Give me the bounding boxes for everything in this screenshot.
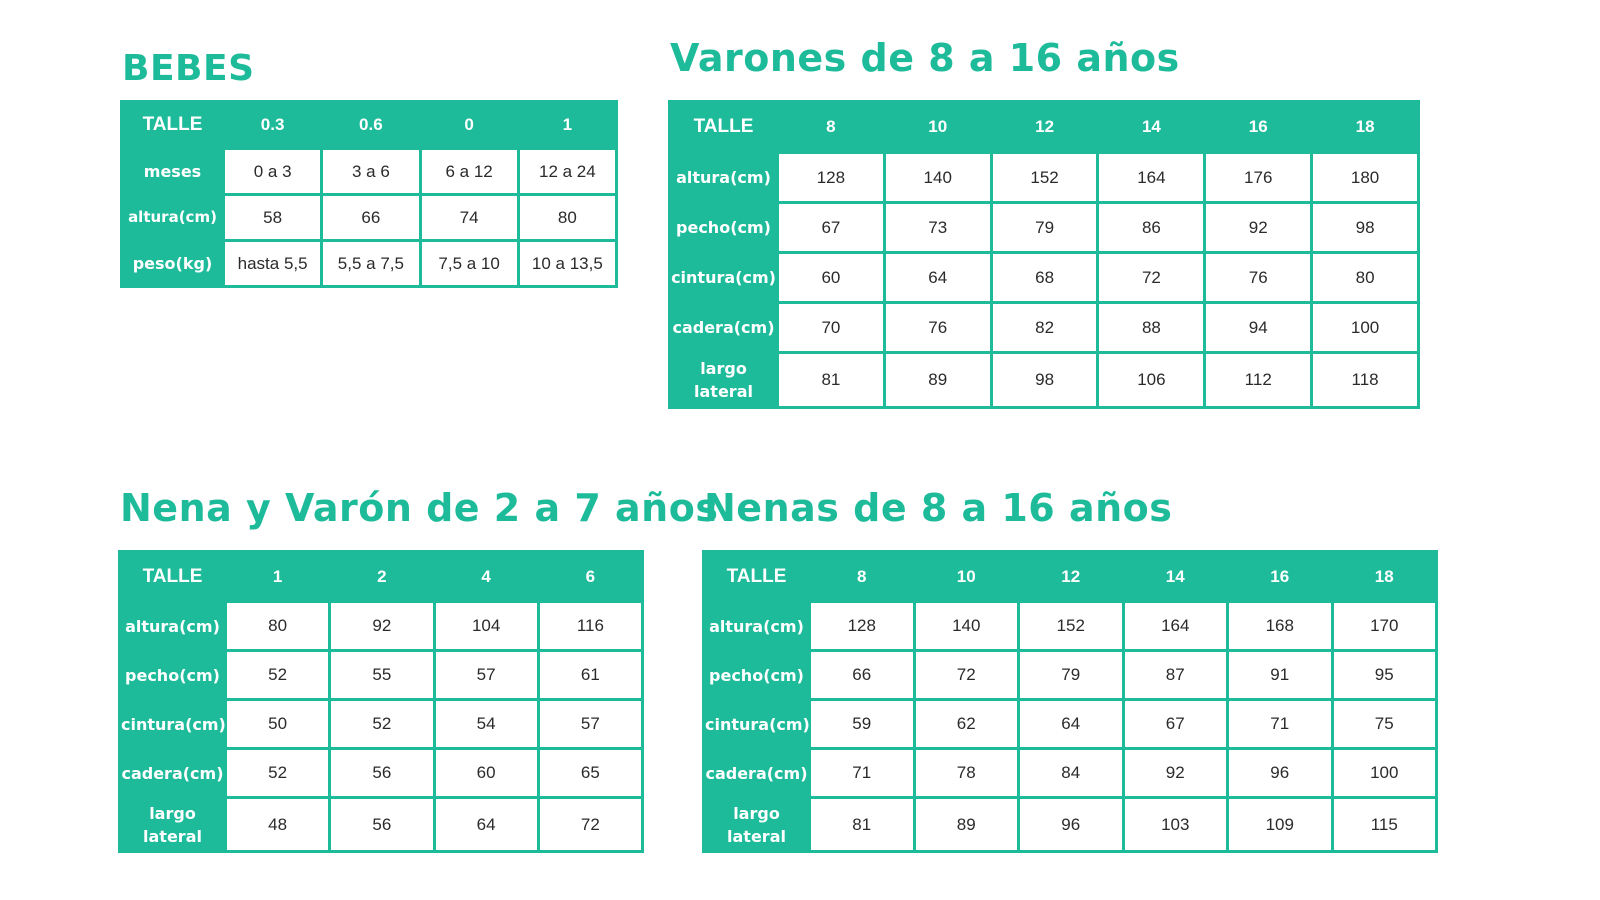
table-cell: 81 bbox=[810, 798, 915, 852]
table-cell: 109 bbox=[1228, 798, 1333, 852]
table-row bbox=[704, 651, 1437, 700]
row-label: pecho(cm) bbox=[670, 203, 778, 253]
table-cell: 78 bbox=[914, 749, 1019, 798]
table-cell: 76 bbox=[1205, 253, 1312, 303]
table-cell: 60 bbox=[778, 253, 885, 303]
table-cell: 67 bbox=[1123, 700, 1228, 749]
table-cell: 70 bbox=[778, 303, 885, 353]
table-cell: 6 a 12 bbox=[420, 149, 518, 195]
section-title-nena-varon: Nena y Varón de 2 a 7 años bbox=[120, 486, 719, 530]
row-label: largo lateral bbox=[670, 353, 778, 408]
section-title-nenas: Nenas de 8 a 16 años bbox=[704, 486, 1173, 530]
table-row bbox=[670, 253, 1419, 303]
table-row bbox=[670, 203, 1419, 253]
table-cell: 118 bbox=[1312, 353, 1419, 408]
table-header-row bbox=[120, 552, 643, 602]
row-label: pecho(cm) bbox=[120, 651, 226, 700]
column-header: 10 bbox=[914, 552, 1019, 602]
row-label: cintura(cm) bbox=[120, 700, 226, 749]
table-cell: 84 bbox=[1019, 749, 1124, 798]
table-row bbox=[704, 602, 1437, 651]
table-cell: 92 bbox=[1123, 749, 1228, 798]
row-label: pecho(cm) bbox=[704, 651, 810, 700]
table-cell: 128 bbox=[810, 602, 915, 651]
table-cell: 71 bbox=[810, 749, 915, 798]
column-header: TALLE bbox=[704, 552, 810, 602]
table-cell: 76 bbox=[884, 303, 991, 353]
column-header: 8 bbox=[810, 552, 915, 602]
table-cell: 56 bbox=[330, 749, 434, 798]
table-header-row bbox=[704, 552, 1437, 602]
table-cell: 64 bbox=[1019, 700, 1124, 749]
table-cell: 79 bbox=[991, 203, 1098, 253]
table-cell: 95 bbox=[1332, 651, 1437, 700]
table-row bbox=[704, 798, 1437, 852]
table-cell: 7,5 a 10 bbox=[420, 241, 518, 287]
table-cell: 12 a 24 bbox=[518, 149, 616, 195]
table-cell: 115 bbox=[1332, 798, 1437, 852]
table-cell: 66 bbox=[810, 651, 915, 700]
table-cell: 72 bbox=[914, 651, 1019, 700]
table-cell: 104 bbox=[434, 602, 538, 651]
table-cell: 61 bbox=[538, 651, 642, 700]
table-header-row bbox=[122, 102, 617, 149]
table-cell: 80 bbox=[518, 195, 616, 241]
table-row bbox=[122, 149, 617, 195]
row-label: cintura(cm) bbox=[704, 700, 810, 749]
table-cell: 164 bbox=[1098, 153, 1205, 203]
column-header: 0 bbox=[420, 102, 518, 149]
section-title-varones: Varones de 8 a 16 años bbox=[670, 36, 1180, 80]
table-cell: 86 bbox=[1098, 203, 1205, 253]
table-row bbox=[120, 749, 643, 798]
column-header: 6 bbox=[538, 552, 642, 602]
table-cell: 80 bbox=[226, 602, 330, 651]
column-header: TALLE bbox=[122, 102, 224, 149]
table-cell: 64 bbox=[434, 798, 538, 852]
column-header: 8 bbox=[778, 102, 885, 153]
row-label: altura(cm) bbox=[670, 153, 778, 203]
table-cell: 168 bbox=[1228, 602, 1333, 651]
row-label: meses bbox=[122, 149, 224, 195]
table-row bbox=[120, 651, 643, 700]
size-table-nena-varon bbox=[118, 550, 644, 853]
table-cell: 170 bbox=[1332, 602, 1437, 651]
row-label: peso(kg) bbox=[122, 241, 224, 287]
row-label: cadera(cm) bbox=[120, 749, 226, 798]
table-cell: 106 bbox=[1098, 353, 1205, 408]
row-label: largo lateral bbox=[120, 798, 226, 852]
table-cell: 79 bbox=[1019, 651, 1124, 700]
table-cell: 164 bbox=[1123, 602, 1228, 651]
table-cell: 89 bbox=[884, 353, 991, 408]
row-label: altura(cm) bbox=[120, 602, 226, 651]
table-row bbox=[120, 798, 643, 852]
row-label: cadera(cm) bbox=[704, 749, 810, 798]
table-cell: 152 bbox=[1019, 602, 1124, 651]
table-cell: 81 bbox=[778, 353, 885, 408]
table-cell: 62 bbox=[914, 700, 1019, 749]
column-header: 16 bbox=[1205, 102, 1312, 153]
table-cell: 68 bbox=[991, 253, 1098, 303]
table-header-row bbox=[670, 102, 1419, 153]
table-cell: 60 bbox=[434, 749, 538, 798]
column-header: 18 bbox=[1312, 102, 1419, 153]
table-cell: 5,5 a 7,5 bbox=[322, 241, 420, 287]
column-header: 18 bbox=[1332, 552, 1437, 602]
table-cell: 140 bbox=[914, 602, 1019, 651]
table-row bbox=[704, 749, 1437, 798]
table-cell: 92 bbox=[1205, 203, 1312, 253]
table-cell: 80 bbox=[1312, 253, 1419, 303]
column-header: TALLE bbox=[670, 102, 778, 153]
column-header: 16 bbox=[1228, 552, 1333, 602]
table-cell: 98 bbox=[1312, 203, 1419, 253]
table-cell: 98 bbox=[991, 353, 1098, 408]
column-header: 12 bbox=[1019, 552, 1124, 602]
row-label: cintura(cm) bbox=[670, 253, 778, 303]
column-header: 0.3 bbox=[224, 102, 322, 149]
table-cell: 180 bbox=[1312, 153, 1419, 203]
table-cell: 82 bbox=[991, 303, 1098, 353]
column-header: TALLE bbox=[120, 552, 226, 602]
column-header: 2 bbox=[330, 552, 434, 602]
table-cell: 152 bbox=[991, 153, 1098, 203]
table-cell: 48 bbox=[226, 798, 330, 852]
table-row bbox=[704, 700, 1437, 749]
table-cell: 75 bbox=[1332, 700, 1437, 749]
table-cell: 50 bbox=[226, 700, 330, 749]
section-title-bebes: BEBES bbox=[122, 48, 255, 89]
column-header: 14 bbox=[1123, 552, 1228, 602]
column-header: 0.6 bbox=[322, 102, 420, 149]
table-row bbox=[670, 153, 1419, 203]
table-cell: 10 a 13,5 bbox=[518, 241, 616, 287]
table-row bbox=[120, 602, 643, 651]
table-cell: 67 bbox=[778, 203, 885, 253]
table-row bbox=[122, 241, 617, 287]
table-cell: 116 bbox=[538, 602, 642, 651]
table-cell: 72 bbox=[1098, 253, 1205, 303]
table-cell: 59 bbox=[810, 700, 915, 749]
table-cell: 176 bbox=[1205, 153, 1312, 203]
table-cell: 57 bbox=[538, 700, 642, 749]
table-cell: 112 bbox=[1205, 353, 1312, 408]
column-header: 14 bbox=[1098, 102, 1205, 153]
table-cell: 65 bbox=[538, 749, 642, 798]
table-cell: 52 bbox=[330, 700, 434, 749]
table-cell: 140 bbox=[884, 153, 991, 203]
table-cell: 91 bbox=[1228, 651, 1333, 700]
table-cell: 0 a 3 bbox=[224, 149, 322, 195]
table-cell: 88 bbox=[1098, 303, 1205, 353]
column-header: 1 bbox=[518, 102, 616, 149]
row-label: largo lateral bbox=[704, 798, 810, 852]
table-cell: 3 a 6 bbox=[322, 149, 420, 195]
table-cell: 128 bbox=[778, 153, 885, 203]
size-table-varones bbox=[668, 100, 1420, 409]
table-cell: 58 bbox=[224, 195, 322, 241]
table-cell: 56 bbox=[330, 798, 434, 852]
table-cell: 54 bbox=[434, 700, 538, 749]
table-cell: 96 bbox=[1228, 749, 1333, 798]
table-cell: 74 bbox=[420, 195, 518, 241]
row-label: cadera(cm) bbox=[670, 303, 778, 353]
table-cell: 52 bbox=[226, 651, 330, 700]
column-header: 10 bbox=[884, 102, 991, 153]
table-cell: hasta 5,5 bbox=[224, 241, 322, 287]
column-header: 1 bbox=[226, 552, 330, 602]
column-header: 12 bbox=[991, 102, 1098, 153]
table-cell: 100 bbox=[1312, 303, 1419, 353]
table-cell: 100 bbox=[1332, 749, 1437, 798]
size-table-nenas bbox=[702, 550, 1438, 853]
table-row bbox=[122, 195, 617, 241]
table-row bbox=[120, 700, 643, 749]
table-row bbox=[670, 303, 1419, 353]
table-cell: 55 bbox=[330, 651, 434, 700]
table-cell: 72 bbox=[538, 798, 642, 852]
table-cell: 89 bbox=[914, 798, 1019, 852]
table-cell: 71 bbox=[1228, 700, 1333, 749]
table-cell: 92 bbox=[330, 602, 434, 651]
table-cell: 96 bbox=[1019, 798, 1124, 852]
table-row bbox=[670, 353, 1419, 408]
table-cell: 87 bbox=[1123, 651, 1228, 700]
table-cell: 57 bbox=[434, 651, 538, 700]
table-cell: 66 bbox=[322, 195, 420, 241]
row-label: altura(cm) bbox=[122, 195, 224, 241]
table-cell: 103 bbox=[1123, 798, 1228, 852]
table-cell: 73 bbox=[884, 203, 991, 253]
size-table-bebes bbox=[120, 100, 618, 288]
row-label: altura(cm) bbox=[704, 602, 810, 651]
column-header: 4 bbox=[434, 552, 538, 602]
table-cell: 52 bbox=[226, 749, 330, 798]
table-cell: 64 bbox=[884, 253, 991, 303]
table-cell: 94 bbox=[1205, 303, 1312, 353]
